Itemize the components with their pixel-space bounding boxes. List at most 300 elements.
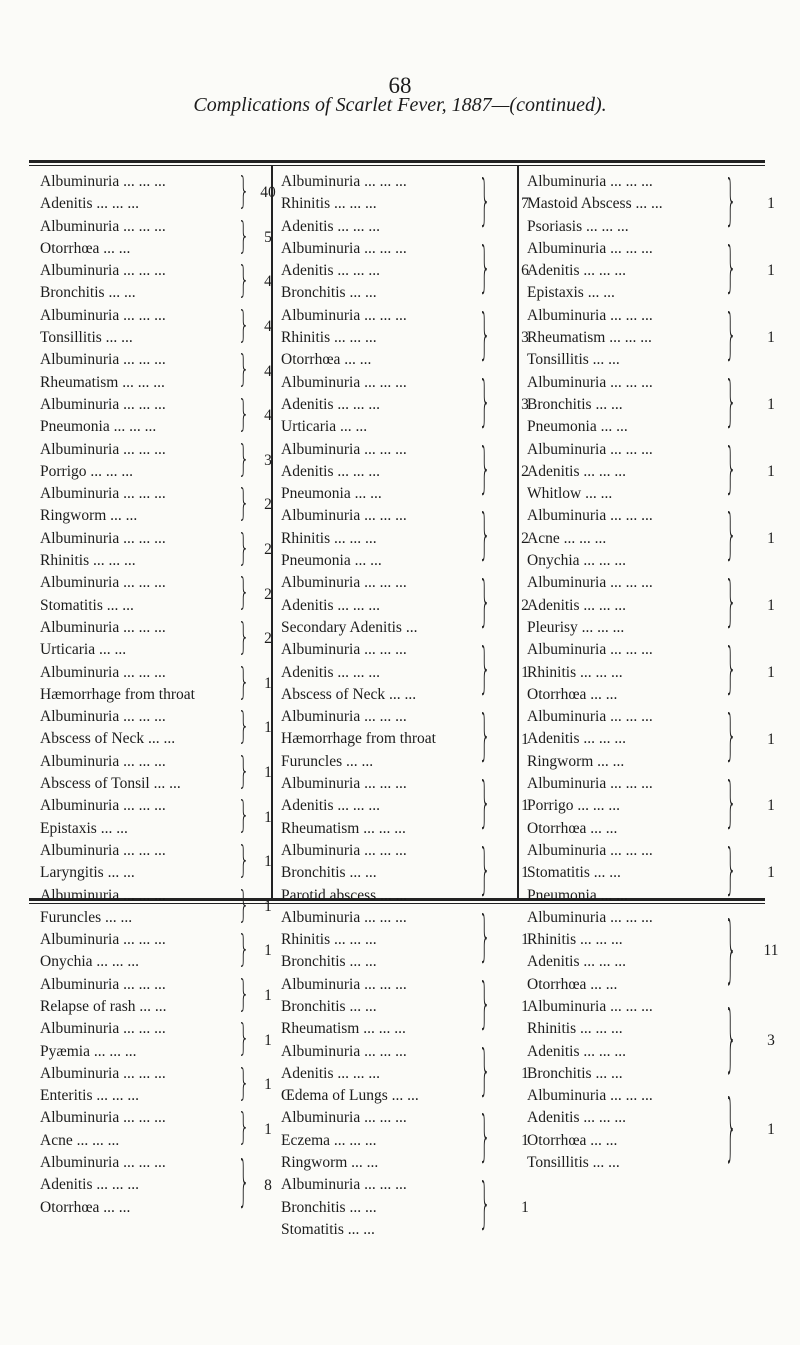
list-item: Stomatitis ... ...: [40, 596, 134, 614]
case-count: 1: [264, 853, 272, 871]
list-item: Mastoid Abscess ... ...: [527, 195, 663, 213]
case-count: 1: [767, 663, 775, 681]
table-group: [281, 637, 529, 706]
table-group: [527, 370, 775, 439]
table-group: [40, 705, 272, 751]
list-item: Epistaxis ... ...: [40, 819, 128, 837]
case-count: 1: [767, 1120, 775, 1138]
brace-icon: }: [238, 928, 250, 972]
brace-icon: }: [238, 1017, 250, 1061]
table-group: [40, 304, 272, 350]
list-item: Albuminuria ... ... ...: [40, 173, 166, 190]
brace-icon: }: [238, 527, 250, 570]
table-group: [40, 750, 272, 796]
table-group: [281, 1173, 529, 1241]
brace-icon: }: [238, 616, 250, 659]
list-item: Albuminuria ... ... ...: [40, 752, 166, 770]
case-count: 2: [521, 529, 529, 547]
list-item: Onychia ... ... ...: [527, 552, 627, 570]
brace-icon: }: [238, 214, 250, 258]
list-item: Bronchitis ... ...: [281, 864, 377, 882]
table-group: [527, 1085, 775, 1174]
table-group: [281, 905, 529, 974]
table-group: [40, 839, 272, 885]
brace-icon: }: [238, 839, 250, 882]
brace-icon: }: [725, 370, 737, 435]
list-item: Albuminuria ... ... ...: [527, 708, 653, 726]
table-group: [40, 883, 272, 930]
list-item: Rhinitis ... ... ...: [527, 663, 623, 681]
table-group: [281, 838, 529, 907]
brace-icon: }: [725, 236, 737, 301]
case-count: 2: [521, 596, 529, 614]
list-item: Abscess of Neck ... ...: [40, 730, 176, 748]
list-item: Albuminuria ... ... ...: [281, 641, 407, 659]
case-count: 40: [260, 184, 276, 202]
list-item: Albuminuria ... ... ...: [40, 217, 166, 235]
list-item: Otorrhœa ... ...: [281, 351, 372, 369]
list-item: Bronchitis ... ...: [40, 284, 136, 302]
list-item: Albuminuria ... ... ...: [527, 574, 653, 592]
list-item: Pneumonia ... ...: [527, 418, 628, 436]
list-item: Enteritis ... ... ...: [40, 1087, 140, 1105]
list-item: Whitlow ... ...: [527, 485, 613, 503]
brace-icon: }: [479, 1106, 491, 1170]
case-count: 1: [767, 195, 775, 213]
table-group: [527, 637, 775, 706]
list-item: Psoriasis ... ... ...: [527, 217, 629, 235]
brace-icon: }: [725, 704, 737, 769]
brace-icon: }: [238, 437, 250, 481]
list-item: Urticaria ... ...: [281, 418, 368, 436]
list-item: Albuminuria ... ... ...: [527, 239, 653, 257]
case-count: 2: [264, 496, 272, 514]
table-group: [281, 1106, 529, 1174]
brace-icon: }: [479, 637, 491, 702]
case-count: 1: [264, 1076, 272, 1094]
list-item: Otorrhœa ... ...: [527, 975, 618, 993]
brace-icon: }: [725, 169, 737, 234]
list-item: Albuminuria ... ... ...: [527, 997, 653, 1015]
list-item: Adenitis ... ... ...: [527, 953, 627, 971]
list-item: Adenitis ... ... ...: [281, 395, 381, 413]
list-item: Albuminuria ... ... ...: [281, 708, 407, 726]
case-count: 1: [521, 1131, 529, 1149]
list-item: Albuminuria ... ... ...: [527, 775, 653, 793]
list-item: Otorrhœa ... ...: [527, 819, 618, 837]
brace-icon: }: [479, 1039, 491, 1104]
list-item: Albuminuria ... ... ...: [281, 239, 407, 257]
case-count: 1: [264, 1120, 272, 1138]
brace-icon: }: [725, 908, 737, 994]
table-group: [527, 570, 775, 639]
list-item: Relapse of rash ... ...: [40, 997, 167, 1015]
case-count: 8: [264, 1176, 272, 1194]
case-count: 1: [767, 329, 775, 347]
case-count: 4: [264, 407, 272, 425]
brace-icon: }: [238, 1150, 250, 1215]
list-item: Albuminuria ... ... ...: [281, 1042, 407, 1060]
list-item: Albuminuria ... ... ...: [40, 306, 166, 324]
list-item: Ringworm ... ...: [527, 752, 625, 770]
list-item: Albuminuria ... ... ...: [281, 975, 407, 993]
list-item: Furuncles ... ...: [40, 908, 133, 926]
list-item: Albuminuria ... ... ...: [40, 1154, 166, 1172]
list-item: Adenitis ... ... ...: [281, 596, 381, 614]
case-count: 1: [521, 864, 529, 882]
table-group: [40, 1106, 272, 1152]
list-item: Adenitis ... ... ...: [281, 217, 381, 235]
list-item: Pneumonia ... ...: [281, 485, 382, 503]
case-count: 1: [264, 942, 272, 960]
list-item: Rhinitis ... ... ...: [40, 552, 136, 570]
brace-icon: }: [238, 750, 250, 793]
brace-icon: }: [479, 303, 491, 368]
list-item: Adenitis ... ... ...: [40, 195, 140, 213]
case-count: 1: [264, 986, 272, 1004]
list-item: Bronchitis ... ...: [281, 997, 377, 1015]
table-group: [527, 838, 775, 907]
table-group: [527, 437, 775, 506]
brace-icon: }: [238, 304, 250, 347]
list-item: Pneumonia ... ...: [281, 552, 382, 570]
list-item: Adenitis ... ... ...: [527, 1042, 627, 1060]
list-item: Albuminuria ... ... ...: [281, 507, 407, 525]
brace-icon: }: [238, 482, 250, 526]
list-item: Adenitis ... ... ...: [281, 262, 381, 280]
brace-icon: }: [479, 370, 491, 435]
list-item: Adenitis ... ... ...: [527, 1109, 627, 1127]
list-item: Albuminuria ... ... ...: [40, 440, 166, 458]
list-item: Albuminuria ... ... ...: [527, 507, 653, 525]
list-item: Albuminuria ... ... ...: [527, 908, 653, 926]
brace-icon: }: [479, 236, 491, 301]
list-item: Hæmorrhage from throat: [281, 730, 436, 748]
table-group: [281, 370, 529, 439]
brace-icon: }: [238, 259, 250, 303]
case-count: 1: [521, 931, 529, 949]
table-group: [40, 1150, 272, 1219]
list-item: Adenitis ... ... ...: [281, 1064, 381, 1082]
list-item: Albuminuria ... ... ...: [40, 708, 166, 726]
case-count: 2: [264, 541, 272, 559]
brace-icon: }: [238, 660, 250, 704]
case-count: 2: [264, 630, 272, 648]
brace-icon: }: [238, 348, 250, 392]
brace-icon: }: [725, 437, 737, 502]
list-item: Porrigo ... ... ...: [527, 797, 620, 815]
brace-icon: }: [479, 972, 491, 1037]
table-group: [40, 660, 272, 707]
brace-icon: }: [725, 997, 737, 1083]
case-count: 1: [767, 529, 775, 547]
list-item: Bronchitis ... ...: [527, 1064, 623, 1082]
table-group: [527, 236, 775, 305]
brace-icon: }: [479, 1173, 491, 1237]
table-group: [40, 214, 272, 261]
case-count: 3: [767, 1031, 775, 1049]
case-count: 1: [767, 596, 775, 614]
list-item: Otorrhœa ... ...: [527, 685, 618, 703]
case-count: 1: [264, 897, 272, 915]
list-item: Pyæmia ... ... ...: [40, 1042, 137, 1060]
table-group: [40, 616, 272, 662]
list-item: Tonsillitis ... ...: [40, 329, 133, 347]
brace-icon: }: [238, 1106, 250, 1150]
page-number: 68: [388, 73, 412, 98]
list-item: Rhinitis ... ... ...: [527, 1020, 623, 1038]
table-group: [281, 437, 529, 506]
list-item: Adenitis ... ... ...: [527, 262, 627, 280]
list-item: Albuminuria ... ... ...: [281, 775, 407, 793]
list-item: Rheumatism ... ... ...: [281, 819, 406, 837]
list-item: Pneumonia ... ...: [527, 886, 628, 904]
list-item: Albuminuria ... ... ...: [281, 440, 407, 458]
case-count: 4: [264, 273, 272, 291]
brace-icon: }: [238, 883, 250, 927]
list-item: Pneumonia ... ... ...: [40, 418, 157, 436]
case-count: 1: [521, 663, 529, 681]
list-item: Acne ... ... ...: [40, 1131, 120, 1149]
table-group: [40, 527, 272, 573]
list-item: Bronchitis ... ...: [527, 395, 623, 413]
list-item: Otorrhœa ... ...: [527, 1131, 618, 1149]
list-item: Albuminuria ... ... ...: [281, 1109, 407, 1127]
list-item: Rheumatism ... ... ...: [527, 329, 652, 347]
brace-icon: }: [238, 571, 250, 615]
case-count: 1: [767, 730, 775, 748]
case-count: 1: [767, 262, 775, 280]
list-item: Albuminuria ... ... ...: [527, 306, 653, 324]
brace-icon: }: [725, 637, 737, 702]
table-group: [40, 571, 272, 617]
list-item: Adenitis ... ... ...: [527, 596, 627, 614]
brace-icon: }: [479, 437, 491, 502]
list-item: Porrigo ... ... ...: [40, 462, 133, 480]
brace-icon: }: [479, 570, 491, 635]
case-count: 2: [264, 585, 272, 603]
brace-icon: }: [725, 570, 737, 635]
table-group: [281, 504, 529, 572]
list-item: Epistaxis ... ...: [527, 284, 615, 302]
case-count: 1: [264, 1031, 272, 1049]
top-rule-thin: [29, 165, 765, 166]
list-item: Albuminuria ... ... ...: [40, 1020, 166, 1038]
list-item: Adenitis ... ... ...: [527, 730, 627, 748]
list-item: Albuminuria ... ... ...: [527, 841, 653, 859]
list-item: Albuminuria ... ... ...: [281, 1176, 407, 1194]
list-item: Ringworm ... ...: [281, 1154, 379, 1172]
table-group: [527, 303, 775, 372]
brace-icon: }: [725, 303, 737, 368]
brace-icon: }: [725, 504, 737, 568]
case-count: 1: [521, 1065, 529, 1083]
brace-icon: }: [238, 1062, 250, 1105]
list-item: Adenitis ... ... ...: [281, 462, 381, 480]
list-item: Adenitis ... ... ...: [40, 1176, 140, 1194]
case-count: 1: [521, 730, 529, 748]
list-item: Adenitis ... ... ...: [281, 663, 381, 681]
brace-icon: }: [725, 838, 737, 903]
list-item: Albuminuria ... ... ...: [281, 173, 407, 190]
list-item: Albuminuria ... ... ...: [527, 440, 653, 458]
list-item: Albuminuria ... ... ...: [40, 797, 166, 815]
brace-icon: }: [479, 771, 491, 836]
case-count: 3: [521, 329, 529, 347]
table-group: [281, 972, 529, 1041]
case-count: 1: [521, 1198, 529, 1216]
list-item: Albuminuria ... ... ...: [40, 262, 166, 280]
table-group: [281, 704, 529, 773]
table-group: [40, 393, 272, 439]
brace-icon: }: [238, 393, 250, 436]
table-group: [40, 1017, 272, 1063]
table-group: [281, 303, 529, 372]
case-count: 2: [521, 463, 529, 480]
list-item: Adenitis ... ... ...: [527, 462, 627, 480]
list-item: Albuminuria ... ... ...: [40, 841, 166, 859]
list-item: Albuminuria ... ... ...: [40, 351, 166, 369]
list-item: Albuminuria ... ... ...: [40, 1064, 166, 1082]
table-column-3: [527, 169, 779, 1174]
list-item: Otorrhœa ... ...: [40, 1198, 131, 1216]
list-item: Albuminuria ... ... ...: [281, 908, 407, 926]
list-item: Albuminuria ... ... ...: [527, 173, 653, 190]
case-count: 1: [767, 463, 775, 480]
brace-icon: }: [479, 838, 491, 903]
case-count: 3: [264, 451, 272, 469]
list-item: Bronchitis ... ...: [281, 953, 377, 971]
table-group: [527, 996, 775, 1085]
table-group: [40, 1062, 272, 1108]
table-column-2: [281, 169, 529, 1241]
case-count: 3: [521, 396, 529, 414]
case-count: 7: [521, 195, 529, 213]
table-group: [527, 169, 775, 238]
list-item: Parotid abscess ... ...: [281, 886, 408, 904]
list-item: Abscess of Tonsil ... ...: [40, 775, 181, 793]
list-item: Tonsillitis ... ...: [527, 351, 620, 369]
list-item: Tonsillitis ... ...: [527, 1154, 620, 1172]
brace-icon: }: [725, 1086, 737, 1172]
list-item: Pleurisy ... ... ...: [527, 618, 625, 636]
list-item: Œdema of Lungs ... ...: [281, 1087, 419, 1105]
list-item: Laryngitis ... ...: [40, 864, 135, 882]
case-count: 4: [264, 362, 272, 380]
list-item: Albuminuria ... ... ...: [40, 618, 166, 636]
case-count: 1: [767, 797, 775, 815]
table-group: [40, 437, 272, 484]
table-group: [40, 482, 272, 528]
list-item: Albuminuria ... ... ...: [527, 641, 653, 659]
case-count: 1: [264, 764, 272, 782]
table-column-1: [40, 170, 276, 1219]
table-group: [527, 907, 779, 996]
table-group: [40, 928, 272, 974]
table-group: [527, 504, 775, 572]
table-group: [40, 794, 272, 840]
case-count: 6: [521, 262, 529, 280]
top-rule-thick: [29, 160, 765, 163]
table-group: [40, 170, 276, 216]
list-item: Stomatitis ... ...: [527, 864, 621, 882]
page-title: Complications of Scarlet Fever, 1887—(continued).: [193, 94, 607, 116]
case-count: 1: [767, 396, 775, 414]
list-item: Acne ... ... ...: [527, 529, 607, 547]
list-item: Albuminuria ... ... ...: [40, 395, 166, 413]
list-item: Onychia ... ... ...: [40, 953, 140, 971]
list-item: Rheumatism ... ... ...: [40, 373, 165, 391]
case-count: 1: [521, 998, 529, 1016]
list-item: Ringworm ... ...: [40, 507, 138, 525]
list-item: Albuminuria ... ... ...: [40, 529, 166, 547]
list-item: Rheumatism ... ... ...: [281, 1020, 406, 1038]
list-item: Rhinitis ... ... ...: [281, 329, 377, 347]
list-item: Rhinitis ... ... ...: [281, 195, 377, 213]
brace-icon: }: [479, 704, 491, 769]
list-item: Hæmorrhage from throat: [40, 685, 195, 703]
list-item: Albuminuria ... ... ...: [40, 663, 166, 681]
table-group: [40, 259, 272, 305]
case-count: 5: [264, 228, 272, 246]
table-group: [527, 704, 775, 773]
case-count: 1: [264, 719, 272, 737]
case-count: 11: [763, 942, 779, 960]
table-group: [281, 570, 529, 639]
brace-icon: }: [238, 705, 250, 749]
brace-icon: }: [238, 973, 250, 1016]
list-item: Furuncles ... ...: [281, 752, 374, 770]
list-item: Albuminuria ... ... ...: [527, 373, 653, 391]
table-group: [281, 771, 529, 840]
list-item: Bronchitis ... ...: [281, 1198, 377, 1216]
list-item: Albuminuria ... ... ...: [40, 886, 166, 904]
brace-icon: }: [479, 905, 491, 970]
list-item: Albuminuria ... ... ...: [281, 574, 407, 592]
brace-icon: }: [238, 794, 250, 838]
case-count: 1: [264, 808, 272, 826]
list-item: Otorrhœa ... ...: [40, 239, 131, 257]
table-group: [281, 1039, 529, 1108]
case-count: 1: [264, 674, 272, 692]
list-item: Adenitis ... ... ...: [281, 797, 381, 815]
table-group: [527, 771, 775, 840]
list-item: Rhinitis ... ... ...: [281, 931, 377, 949]
list-item: Albuminuria ... ... ...: [40, 931, 166, 949]
list-item: Albuminuria ... ... ...: [281, 373, 407, 391]
list-item: Albuminuria ... ... ...: [527, 1087, 653, 1105]
brace-icon: }: [238, 170, 250, 213]
brace-icon: }: [725, 771, 737, 836]
brace-icon: }: [479, 169, 491, 234]
list-item: Stomatitis ... ...: [281, 1220, 375, 1238]
list-item: Eczema ... ... ...: [281, 1131, 377, 1149]
list-item: Rhinitis ... ... ...: [281, 529, 377, 547]
list-item: Albuminuria ... ... ...: [40, 1109, 166, 1127]
list-item: Secondary Adenitis ...: [281, 618, 418, 636]
list-item: Albuminuria ... ... ...: [40, 975, 166, 993]
table-group: [281, 236, 529, 305]
table-group: [40, 348, 272, 394]
list-item: Bronchitis ... ...: [281, 284, 377, 302]
case-count: 1: [521, 797, 529, 815]
table-group: [281, 169, 529, 238]
list-item: Rhinitis ... ... ...: [527, 931, 623, 949]
list-item: Albuminuria ... ... ...: [281, 841, 407, 859]
list-item: Urticaria ... ...: [40, 641, 127, 659]
list-item: Abscess of Neck ... ...: [281, 685, 417, 703]
list-item: Albuminuria ... ... ...: [40, 574, 166, 592]
